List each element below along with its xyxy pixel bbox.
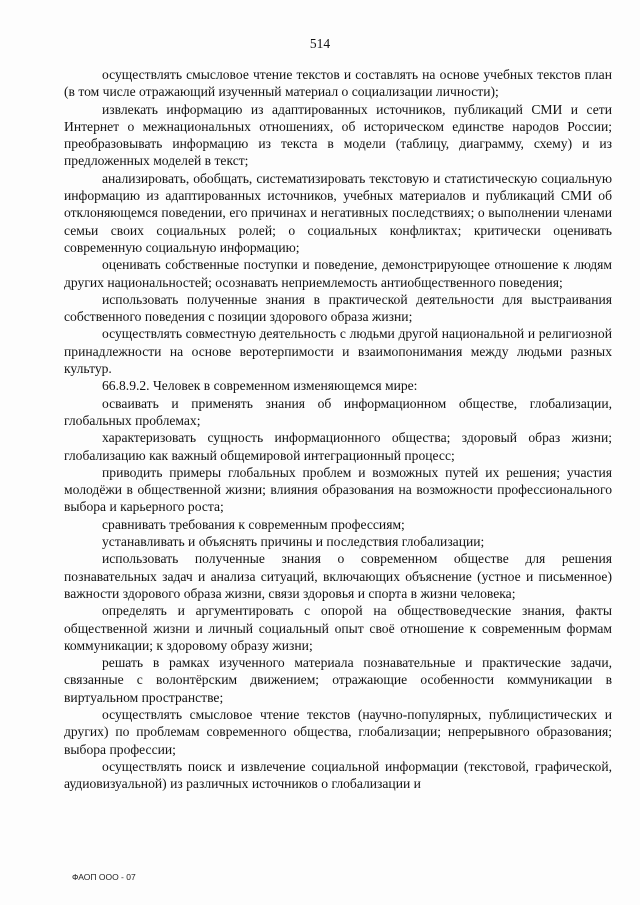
paragraph: осваивать и применять знания об информационном обществе, глобализации, глобальных проблемах; [64, 395, 612, 428]
paragraph: приводить примеры глобальных проблем и возможных путей их решения; участия молодёжи в общественной жизни; влияния образования на возможности профессионального выбора и карьерного роста; [64, 464, 612, 515]
paragraph: осуществлять смысловое чтение текстов и составлять на основе учебных текстов план (в том числе отражающий изученный материал о социализации личности); [64, 67, 612, 100]
paragraph: использовать полученные знания о современном обществе для решения познавательных задач и анализа ситуаций, включающих объяснение (устное и письменное) важности здорового образа жизни, связи здоровья и спорта в жизни человека; [64, 551, 612, 601]
document-body [64, 66, 612, 792]
paragraph: осуществлять совместную деятельность с людьми другой национальной и религиозной принадлежности на основе веротерпимости и взаимопонимания между людьми разных культур. [64, 326, 612, 377]
paragraph: оценивать собственные поступки и поведение, демонстрирующее отношение к людям других национальностей; осознавать неприемлемость антиобщественного поведения; [64, 257, 612, 290]
paragraph: извлекать информацию из адаптированных источников, публикаций СМИ и сети Интернет о межнациональных отношениях, об историческом единстве народов России; преобразовывать информацию из текста в модели (таблицу, диаграмму, схему) и из предложенных моделей в текст; [64, 101, 612, 169]
paragraph: сравнивать требования к современным профессиям; [102, 516, 405, 532]
footer-label: ФАОП ООО - 07 [72, 872, 136, 882]
paragraph: решать в рамках изученного материала познавательные и практические задачи, связанные с волонтёрским движением; отражающие особенности коммуникации в виртуальном пространстве; [64, 655, 612, 705]
paragraph: использовать полученные знания в практической деятельности для выстраивания собственного поведения с позиции здорового образа жизни; [64, 291, 612, 325]
paragraph: определять и аргументировать с опорой на обществоведческие знания, факты общественной жизни и личный социальный опыт своё отношение к современным формам коммуникации; к здоровому образу жизни; [64, 603, 612, 653]
paragraph: характеризовать сущность информационного общества; здоровый образ жизни; глобализацию как важный общемировой интеграционный процесс; [64, 430, 612, 463]
paragraph: 66.8.9.2. Человек в современном изменяющемся мире: [102, 378, 418, 394]
paragraph: анализировать, обобщать, систематизировать текстовую и статистическую социальную информацию из адаптированных источников, учебных материалов и публикаций СМИ об отклоняющемся поведении, его причинах и негативных последствиях; о выполнении членами семьи своих социальных ролей; о социальных конфликтах; критически оценивать современную социальную информацию; [64, 170, 612, 255]
page-number: 514 [309, 36, 331, 51]
paragraph: устанавливать и объяснять причины и последствия глобализации; [102, 534, 485, 550]
paragraph: осуществлять поиск и извлечение социальной информации (текстовой, графической, аудиовизуальной) из различных источников о глобализации и [64, 758, 612, 792]
paragraph: осуществлять смысловое чтение текстов (научно-популярных, публицистических и других) по проблемам современного общества, глобализации; непрерывного образования; выбора профессии; [64, 706, 612, 757]
